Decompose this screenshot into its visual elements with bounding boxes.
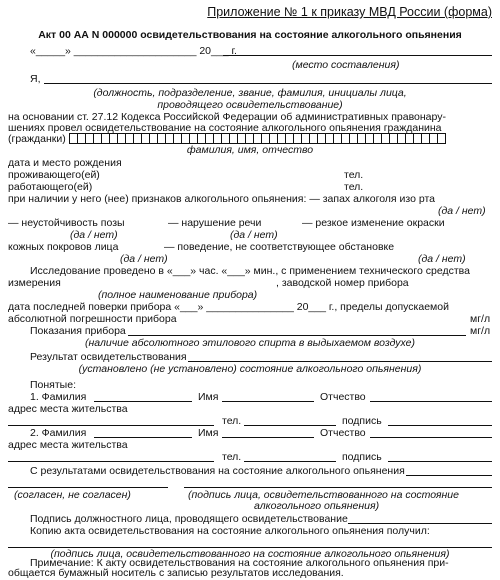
note-line-1: Примечание: К акту освидетельствования на состояние алкогольного опьянения при- <box>30 557 449 569</box>
skin-end-label: кожных покровов лица <box>8 241 119 253</box>
skin-start-label: — резкое изменение окраски <box>302 217 445 229</box>
appendix-text: Приложение № 1 к приказу МВД России (форма) <box>207 5 492 19</box>
error-label: абсолютной погрешности прибора <box>8 313 177 325</box>
name-caption: фамилия, имя, отчество <box>186 144 314 156</box>
witness-2-name-label: Имя <box>198 427 219 439</box>
basis-line-2: шениях провел освидетельствование на состояние алкогольного опьянения гражданина <box>8 122 442 134</box>
witness-1-address-label: адрес места жительства <box>8 403 128 415</box>
officer-prefix: Я, <box>30 73 41 85</box>
witness-1-label: 1. Фамилия <box>30 391 87 403</box>
copy-received-label: Копию акта освидетельствования на состояние алкогольного опьянения получил: <box>30 525 430 537</box>
witness-2-label: 2. Фамилия <box>30 427 87 439</box>
smell-yes-no: (да / нет) <box>438 205 486 217</box>
residence-label: проживающего(ей) <box>8 169 100 181</box>
note-line-2: общается бумажный носитель с записью результатов исследования. <box>8 567 344 579</box>
date-row <box>8 44 492 58</box>
witness-2-patronymic-label: Отчество <box>320 427 366 439</box>
result-label: Результат освидетельствования <box>30 351 187 363</box>
officer-row <box>8 72 492 86</box>
witness-2-phone-label: тел. <box>222 451 242 463</box>
readings-unit: мг/л <box>470 325 491 337</box>
readings-label: Показания прибора <box>30 325 126 337</box>
device-caption: (полное наименование прибора) <box>98 289 258 301</box>
speech-yes-no: (да / нет) <box>230 229 278 241</box>
witnesses-title: Понятые: <box>30 379 76 391</box>
witness-1-signature-label: подпись <box>342 415 382 427</box>
appendix-header <box>8 4 492 20</box>
exam-line-1: Исследование проведено в «___» час. «___» мин., с применением технического средства <box>30 265 470 277</box>
witness-1-patronymic-label: Отчество <box>320 391 366 403</box>
work-phone-label: тел. <box>344 181 364 193</box>
witness-1-phone-label: тел. <box>222 415 242 427</box>
result-caption: (установлено (не установлено) состояние алкогольного опьянения) <box>78 363 422 375</box>
officer-caption-2: проводящего освидетельствование) <box>157 99 343 111</box>
pose-label: — неустойчивость позы <box>8 217 125 229</box>
birth-label: дата и место рождения <box>8 157 122 169</box>
basis-line-1: на основании ст. 27.12 Кодекса Российской Федерации об административных правонару- <box>8 111 446 123</box>
witness-2-address-label: адрес места жительства <box>8 439 128 451</box>
agreement-captions-row-2 <box>8 499 492 513</box>
officer-caption-1: (должность, подразделение, звание, фамилия, инициалы лица, <box>93 87 407 99</box>
behavior-label: — поведение, не соответствующее обстановке <box>164 241 395 253</box>
citizen-label: (гражданки) <box>8 133 66 145</box>
calibration-row: дата последней поверки прибора «___» _______________ 20___ г., пределы допускаемой <box>8 301 449 313</box>
witness-2-phone-row <box>8 450 492 464</box>
date-line: «_____» _____________________ 20___ г. <box>30 45 237 57</box>
work-label: работающего(ей) <box>8 181 93 193</box>
behavior-yes-no: (да / нет) <box>418 253 466 265</box>
signs-intro: при наличии у него (нее) признаков алкогольного опьянения: — запах алкоголя изо рта <box>8 193 435 205</box>
copy-caption: (подпись лица, освидетельствованного на состояние алкогольного опьянения) <box>50 548 450 560</box>
act-title: Акт 00 АА N 000000 освидетельствования на состояние алкогольного опьянения <box>38 29 462 41</box>
place-caption-row <box>8 58 492 72</box>
readings-caption: (наличие абсолютного этилового спирта в выдыхаемом воздухе) <box>84 337 416 349</box>
witness-1-name-label: Имя <box>198 391 219 403</box>
residence-phone-label: тел. <box>344 169 364 181</box>
pose-yes-no: (да / нет) <box>70 229 118 241</box>
place-caption: (место составления) <box>292 59 400 71</box>
agreement-caption-right-2: алкогольного опьянения) <box>254 500 380 512</box>
skin-yes-no: (да / нет) <box>120 253 168 265</box>
agreement-caption-left: (согласен, не согласен) <box>14 489 131 501</box>
witness-2-signature-label: подпись <box>342 451 382 463</box>
speech-label: — нарушение речи <box>168 217 262 229</box>
error-unit: мг/л <box>470 313 491 325</box>
agreement-line: С результатами освидетельствования на состояние алкогольного опьянения <box>30 465 405 477</box>
exam-line-2-start: измерения <box>8 277 61 289</box>
exam-line-2-end: , заводской номер прибора <box>276 277 409 289</box>
officer-signature-label: Подпись должностного лица, проводящего освидетельствование <box>30 513 348 525</box>
agreement-caption-right-1: (подпись лица, освидетельствованного на состояние <box>188 489 459 501</box>
